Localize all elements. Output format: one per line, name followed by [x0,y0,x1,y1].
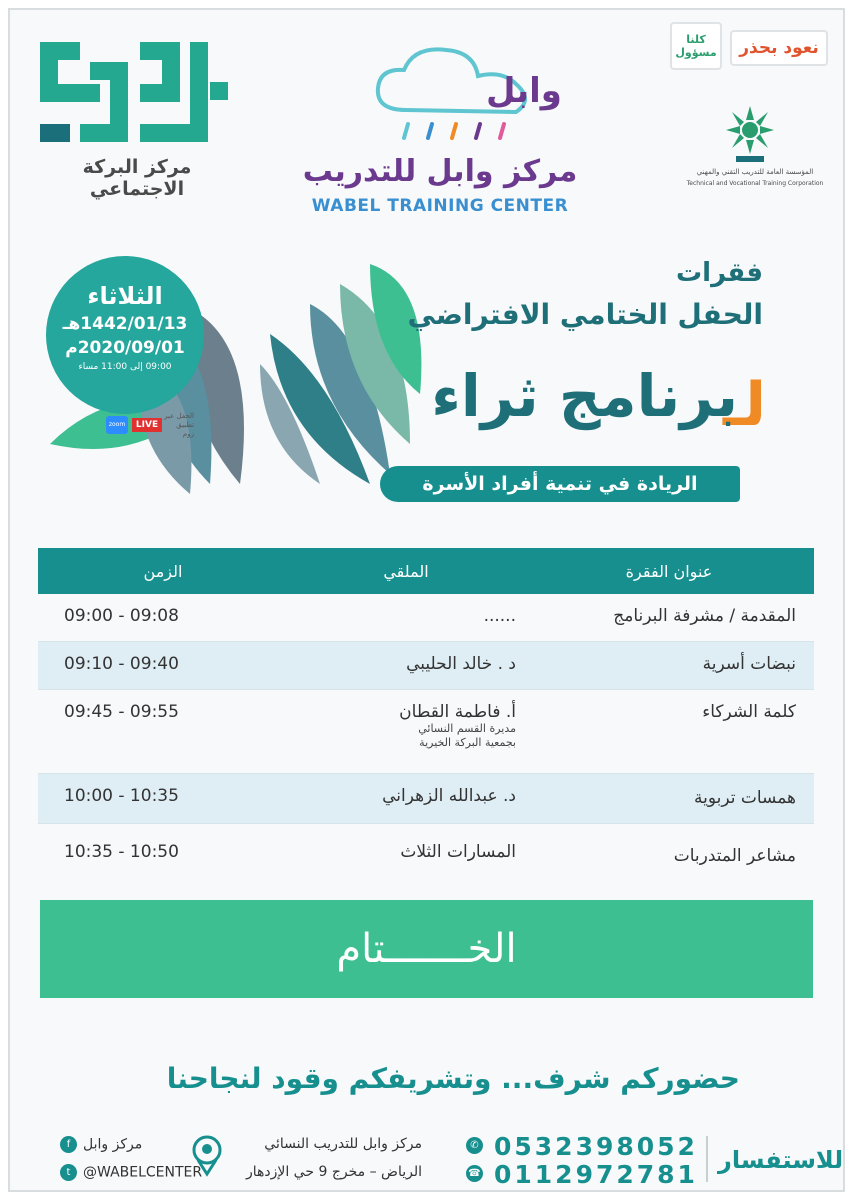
row-time: 10:35 - 10:50 [64,842,179,862]
header-speaker: الملقي [383,561,429,581]
table-row [38,594,814,642]
campaign-badge-responsible-label: كلنا مسؤول [675,33,717,59]
wabel-name-arabic: مركز وابل للتدريب [302,154,578,189]
row-time: 09:00 - 09:08 [64,606,179,626]
phone-1[interactable]: 0532398052 [494,1132,698,1161]
phone-2[interactable]: 0112972781 [494,1160,698,1189]
table-row [38,824,814,894]
row-speaker: المسارات الثلاث [400,842,516,862]
facebook-icon: f [60,1136,77,1153]
row-speaker: ...... [483,606,516,626]
barakah-center-name: مركز البركة الاجتماعي [82,156,192,200]
campaign-badge-return-label: نعود بحذر [739,38,819,58]
event-date-hijri: 1442/01/13هـ [62,314,188,334]
program-tagline: الريادة في تنمية أفراد الأسرة [380,466,740,502]
row-time: 10:00 - 10:35 [64,786,179,806]
twitter-link[interactable] [60,1164,202,1181]
table-header [38,548,814,594]
row-speaker: د. عبدالله الزهراني [382,786,516,806]
event-title-line2: الحفل الختامي الافتراضي [407,298,763,331]
event-day: الثلاثاء [87,282,163,310]
row-speaker-cell [288,690,524,773]
row-time: 09:10 - 09:40 [64,654,179,674]
event-time-range: 09:00 إلى 11:00 مساء [78,362,172,372]
zoom-icon: zoom [106,416,128,434]
wabel-name-english: WABEL TRAINING CENTER [311,196,569,216]
header-item: عنوان الفقرة [625,561,713,581]
program-prefix: لـ [722,370,766,440]
facebook-handle: مركز وابل [83,1136,143,1153]
row-speaker: أ. فاطمة القطان [399,702,516,722]
campaign-badge-responsible [670,22,722,70]
row-item: همسات تربوية [693,788,796,808]
svg-text:وابل: وابل [486,71,562,111]
tvtc-name-english: Technical and Vocational Training Corporation [686,180,824,187]
address-line-2: الرياض – مخرج 9 حي الإزدهار [245,1164,422,1180]
row-item: المقدمة / مشرفة البرنامج [613,606,796,626]
schedule-table [38,548,814,894]
address-line-1: مركز وابل للتدريب النسائي [264,1136,422,1152]
cloud-logo-icon [366,40,562,150]
barakah-logo-icon [40,42,228,144]
row-speaker: د . خالد الحليبي [406,654,516,674]
program-name: برنامج ثراء [431,362,738,430]
tvtc-name-arabic: المؤسسة العامة للتدريب التقني والمهني [696,168,814,176]
live-badge: LIVE [132,418,162,432]
table-row [38,642,814,690]
closing-banner: الخـــــــتام [40,900,813,998]
tvtc-logo-icon [722,104,778,164]
whatsapp-icon: ✆ [466,1137,483,1154]
event-date-gregorian: 2020/09/01م [65,338,185,358]
twitter-handle: @WABELCENTER [83,1164,203,1181]
twitter-icon: t [60,1164,77,1181]
facebook-link[interactable] [60,1136,142,1153]
phone-icon: ☎ [466,1165,483,1182]
footer-divider [706,1136,708,1182]
row-time: 09:45 - 09:55 [64,702,179,722]
row-item: مشاعر المتدربات [673,846,796,866]
footer-slogan: حضوركم شرف... وتشريفكم وقود لنجاحنا [166,1062,740,1095]
row-item: كلمة الشركاء [702,702,796,722]
live-note: الحفل عبر تطبيق زوم [164,412,194,438]
row-item: نبضات أسرية [702,654,796,674]
contact-label: للاستفسار [718,1146,844,1174]
event-date-badge [46,256,204,414]
table-row [38,774,814,824]
event-title-line1: فقرات [676,258,763,288]
header-time: الزمن [143,561,183,581]
row-speaker-title: مديرة القسم النسائي بجمعية البركة الخيرية [418,722,516,749]
campaign-badge-return [730,30,828,66]
table-row [38,690,814,774]
